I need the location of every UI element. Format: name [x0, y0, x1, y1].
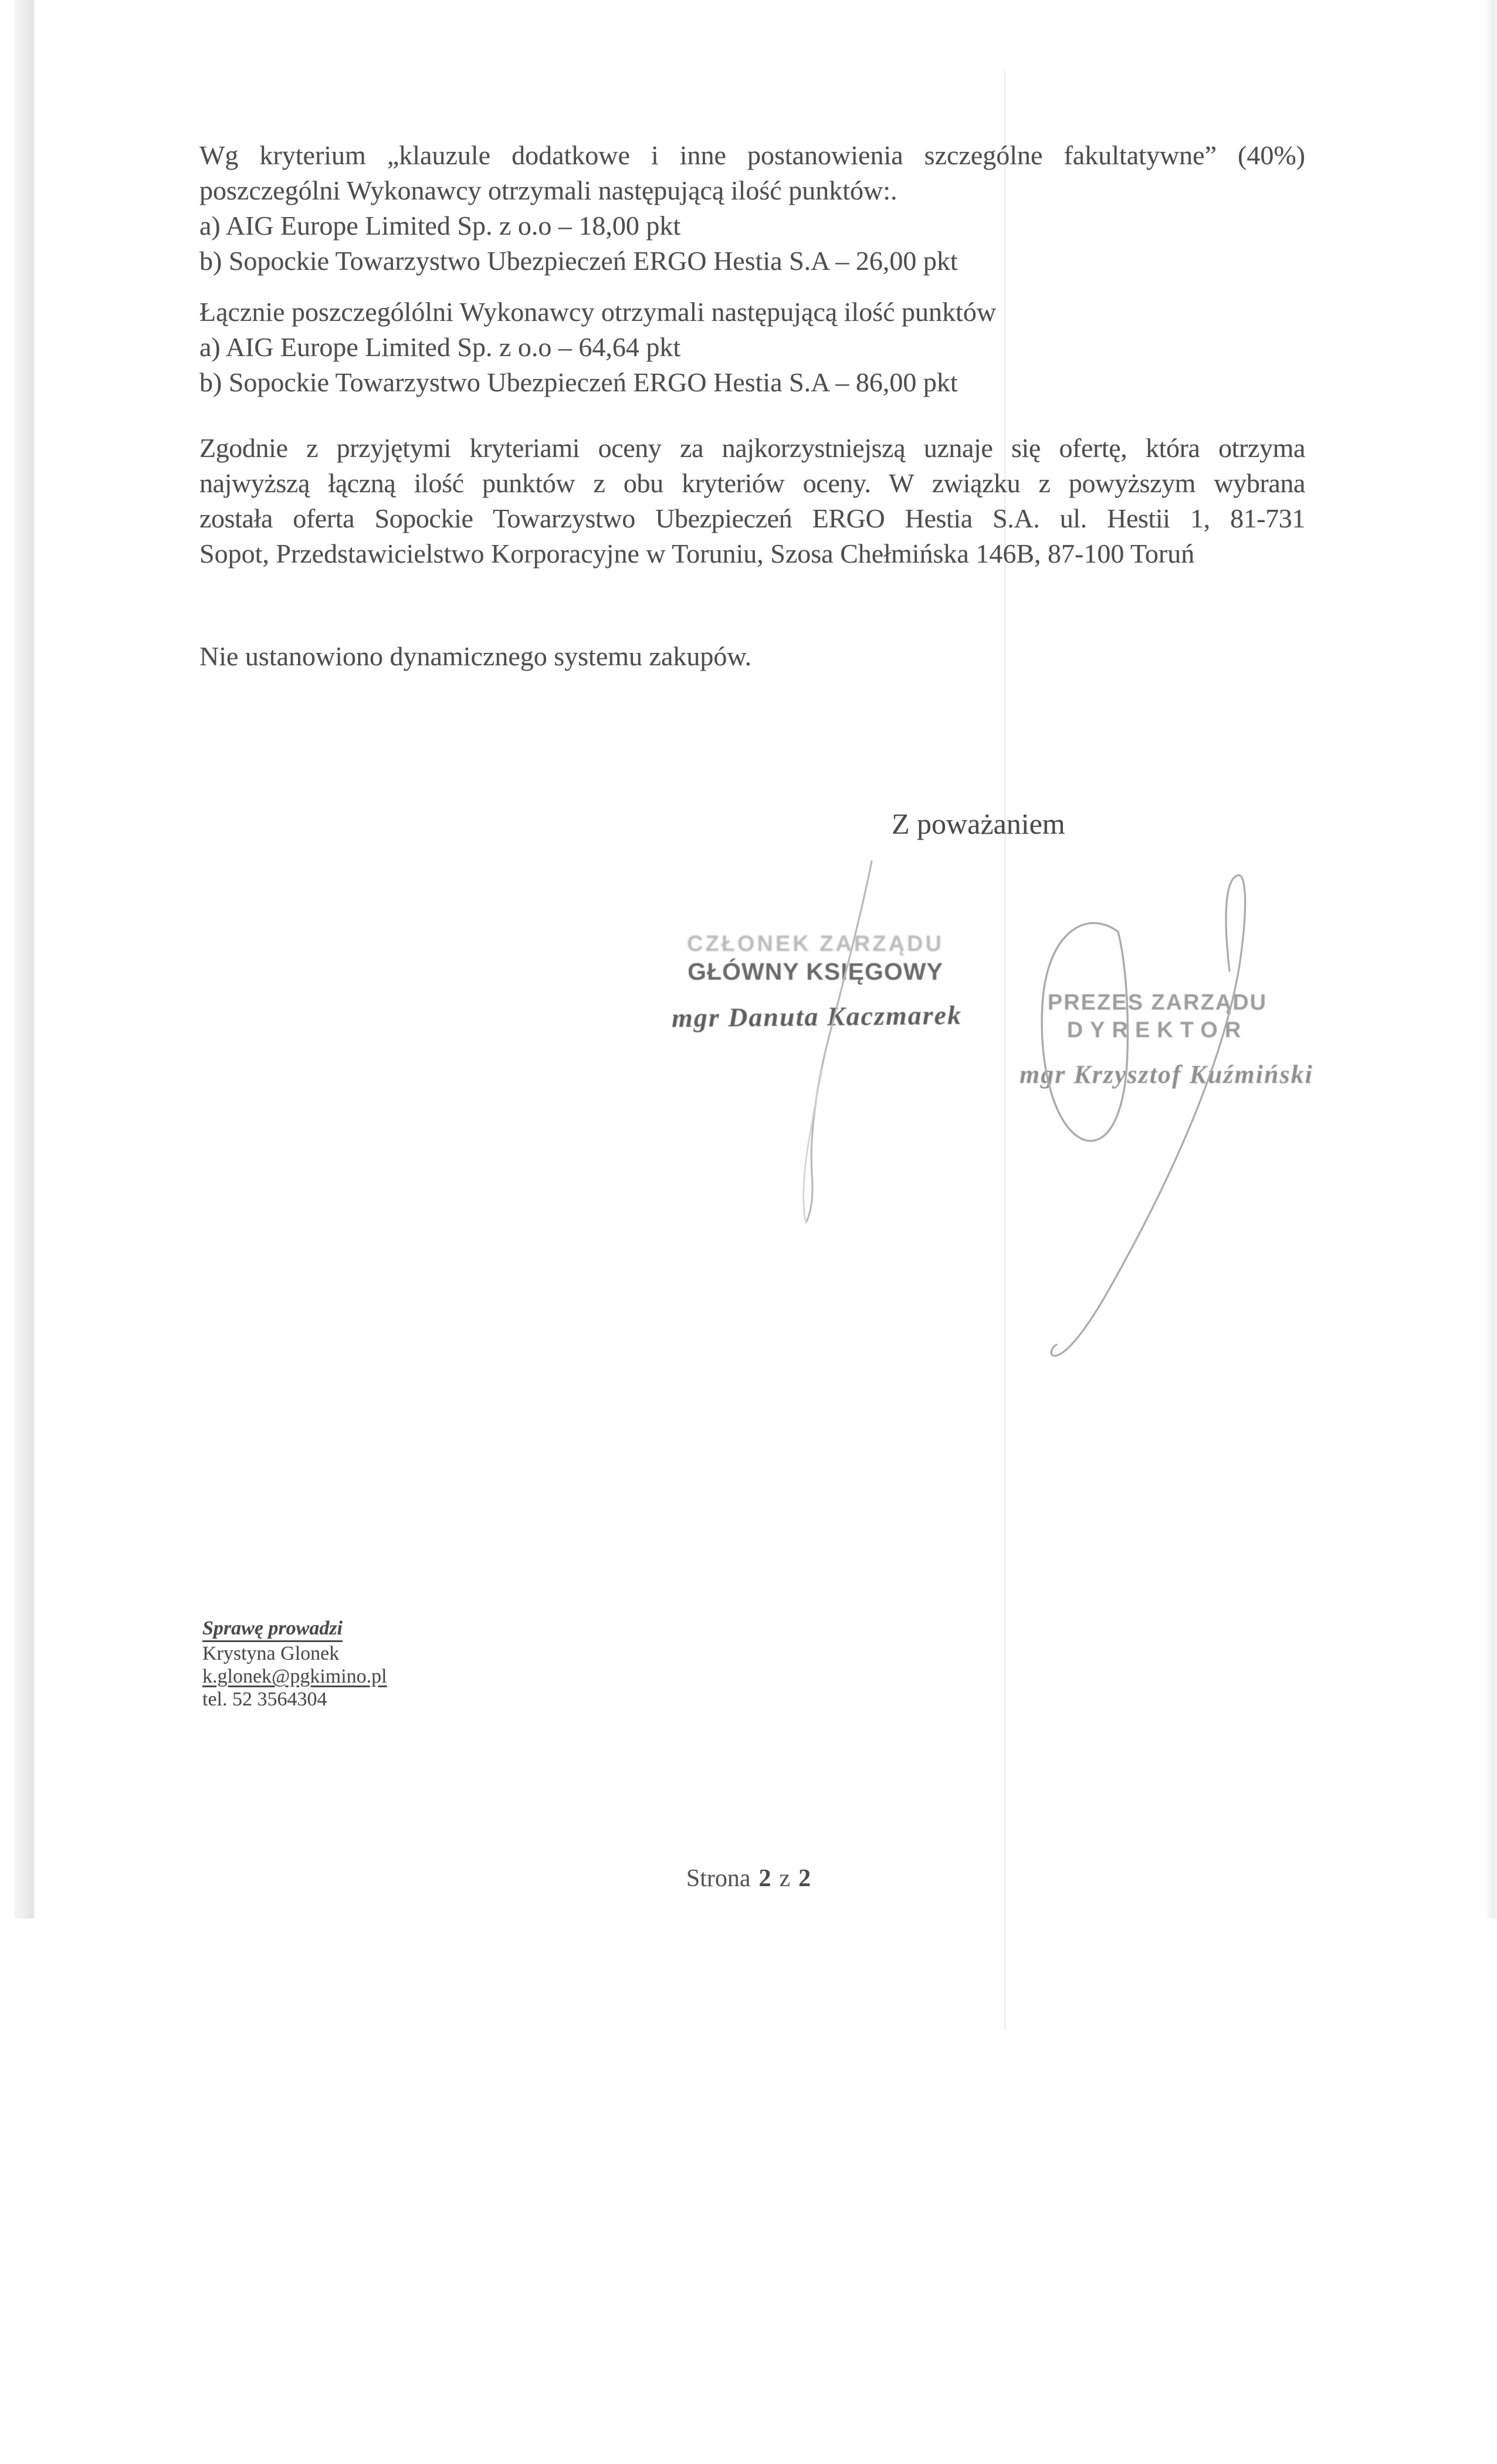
footer-total-pages: 2 — [798, 1865, 811, 1892]
signature-right-loop-and-tail — [1051, 875, 1245, 1356]
total-points-heading: Łącznie poszczególólni Wykonawcy otrzymali następującą ilość punktów — [199, 297, 997, 327]
contact-phone: tel. 52 3564304 — [202, 1688, 327, 1710]
criterion-bidder-a-points: a) AIG Europe Limited Sp. z o.o – 18,00 pkt — [199, 211, 681, 241]
page-footer — [0, 1864, 1497, 1893]
criterion-line-2: poszczególni Wykonawcy otrzymali następującą ilość punktów:. — [199, 175, 897, 205]
paragraph-no-dynamic-purchasing — [199, 639, 1305, 674]
contact-heading: Sprawę prowadzi — [202, 1617, 343, 1642]
contact-block — [202, 1617, 387, 1711]
contact-person-name: Krystyna Glonek — [202, 1643, 340, 1664]
stamp-right-signer-name: mgr Krzysztof Kuźmiński — [1020, 1060, 1313, 1089]
stamp-right-role-line-2: DYREKTOR — [1066, 1018, 1248, 1043]
stamp-chief-accountant — [671, 932, 963, 1033]
selection-line-1: Zgodnie z przyjętymi kryteriami oceny za najkorzystniejszą uznaje się ofertę, która otrzyma — [199, 433, 1305, 463]
selection-line-3: została oferta Sopockie Towarzystwo Ubezpieczeń ERGO Hestia S.A. ul. Hestii 1, 81-731 — [199, 503, 1305, 533]
paragraph-offer-selection — [199, 431, 1305, 571]
stamp-right-role-line-1: PREZES ZARZĄDU — [1047, 990, 1268, 1015]
selection-line-4: Sopot, Przedstawicielstwo Korporacyjne w Toruniu, Szosa Chełmińska 146B, 87-100 Toruń — [199, 539, 1195, 568]
signature-left-return-stroke — [804, 1068, 822, 1223]
paragraph-total-points — [199, 295, 1305, 400]
contact-email: k.glonek@pgkimino.pl — [202, 1666, 387, 1687]
no-dps-note: Nie ustanowiono dynamicznego systemu zakupów. — [199, 641, 752, 671]
signature-left-stroke — [806, 861, 872, 1223]
stamp-left-signer-name: mgr Danuta Kaczmarek — [671, 1000, 963, 1033]
scanner-right-edge-shadow — [1486, 0, 1497, 1918]
total-bidder-b-points: b) Sopockie Towarzystwo Ubezpieczeń ERGO Hestia S.A – 86,00 pkt — [199, 367, 958, 397]
stamp-president-director — [1020, 990, 1313, 1089]
stamp-left-role-line-1: CZŁONEK ZARZĄDU — [687, 932, 944, 956]
selection-line-2: najwyższą łączną ilość punktów z obu kryteriów oceny. W związku z powyższym wybrana — [199, 468, 1305, 498]
paragraph-criterion-points — [199, 138, 1305, 279]
footer-separator: z — [779, 1865, 791, 1892]
closing-salutation: Z poważaniem — [892, 807, 1065, 840]
stamp-left-role-line-2: GŁÓWNY KSIĘGOWY — [687, 958, 943, 985]
criterion-line-1: Wg kryterium „klauzule dodatkowe i inne postanowienia szczególne fakultatywne” (40%) — [199, 140, 1305, 170]
total-bidder-a-points: a) AIG Europe Limited Sp. z o.o – 64,64 pkt — [199, 332, 681, 362]
footer-page-number: 2 — [758, 1865, 771, 1892]
scanner-left-edge-shadow — [14, 0, 35, 1918]
footer-label: Strona — [686, 1865, 751, 1892]
criterion-bidder-b-points: b) Sopockie Towarzystwo Ubezpieczeń ERGO Hestia S.A – 26,00 pkt — [199, 246, 958, 276]
